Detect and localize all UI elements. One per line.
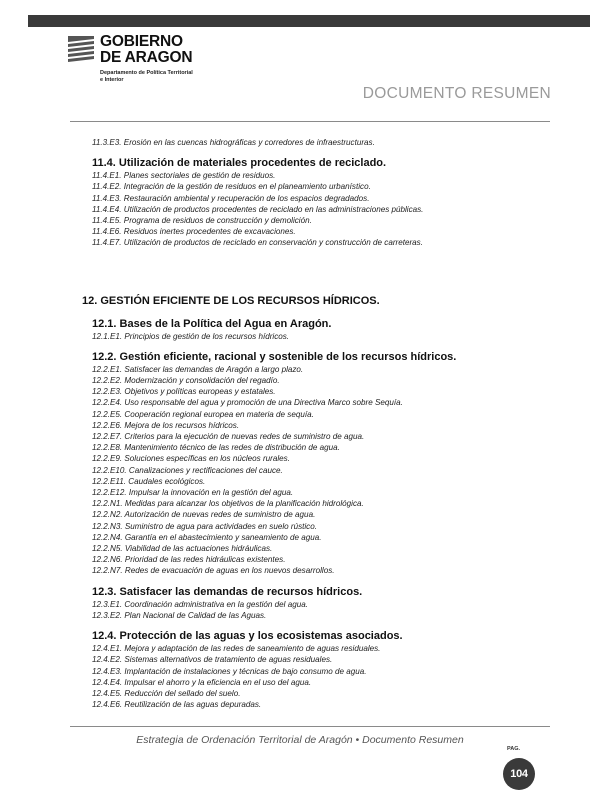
page-number-badge (503, 758, 535, 790)
list-item: 12.2.E10. Canalizaciones y rectificaciones del cauce. (92, 465, 283, 475)
list-item: 12.4.E1. Mejora y adaptación de las redes de saneamiento de aguas residuales. (92, 644, 381, 654)
list-item: 12.1.E1. Principios de gestión de los recursos hídricos. (92, 331, 290, 341)
header-bar (28, 15, 590, 27)
gobierno-aragon-logo (66, 32, 216, 94)
footer-divider (70, 726, 550, 727)
list-item: 12.2.N6. Prioridad de las redes hidráulicas existentes. (92, 555, 286, 565)
list-item: 11.4.E1. Planes sectoriales de gestión de residuos. (92, 171, 276, 181)
section-11-4-list (92, 170, 552, 248)
list-item: 12.3.E2. Plan Nacional de Calidad de las Aguas. (92, 610, 267, 620)
list-item: 12.2.E9. Soluciones específicas en los núcleos rurales. (92, 454, 290, 464)
list-item: 11.4.E2. Integración de la gestión de residuos en el planeamiento urbanístico. (92, 182, 371, 192)
section-12-3-heading: 12.3. Satisfacer las demandas de recursos hídricos. (92, 585, 363, 598)
list-item: 12.4.E3. Implantación de instalaciones y técnicas de bajo consumo de agua. (92, 666, 367, 676)
header-divider (70, 121, 550, 122)
main-content (82, 137, 552, 710)
list-item: 12.2.E12. Impulsar la innovación en la gestión del agua. (92, 488, 294, 498)
footer-text: Estrategia de Ordenación Territorial de Aragón • Documento Resumen (136, 734, 464, 746)
list-item: 12.2.N4. Garantía en el abastecimiento y saneamiento de agua. (92, 532, 322, 542)
page-number: 104 (510, 768, 528, 780)
list-item: 12.4.E2. Sistemas alternativos de tratamiento de aguas residuales. (92, 655, 333, 665)
list-item: 12.2.E7. Criterios para la ejecución de nuevas redes de suministro de agua. (92, 432, 365, 442)
list-item: 12.2.N3. Suministro de agua para actividades en suelo rústico. (92, 521, 317, 531)
section-12-4-heading: 12.4. Protección de las aguas y los ecosistemas asociados. (92, 630, 403, 643)
section-12-1-heading: 12.1. Bases de la Política del Agua en Aragón. (92, 317, 332, 330)
section-11-4-heading: 11.4. Utilización de materiales procedentes de reciclado. (92, 157, 387, 170)
list-item: 12.2.N5. Viabilidad de las actuaciones hidráulicas. (92, 544, 273, 554)
logo-subtitle-2: e Interior (100, 77, 124, 83)
section-12-1-list (92, 331, 552, 342)
section-12-3-list (92, 599, 552, 621)
list-item: 11.4.E6. Residuos inertes procedentes de excavaciones. (92, 227, 296, 237)
list-item: 11.4.E7. Utilización de productos de reciclado en conservación y construcción de carreteras. (92, 238, 423, 248)
list-item: 11.3.E3. Erosión en las cuencas hidrográficas y corredores de infraestructuras. (92, 138, 375, 147)
page-label: PAG. (507, 746, 521, 752)
list-item: 11.4.E5. Programa de residuos de construcción y demolición. (92, 216, 312, 226)
document-title: DOCUMENTO RESUMEN (362, 85, 551, 102)
logo-line-2: DE ARAGON (100, 49, 193, 66)
section-12-2-heading: 12.2. Gestión eficiente, racional y sostenible de los recursos hídricos. (92, 350, 457, 363)
list-item: 12.3.E1. Coordinación administrativa en la gestión del agua. (92, 599, 308, 609)
aragon-emblem-icon (66, 34, 96, 64)
list-item: 12.2.E6. Mejora de los recursos hídricos. (92, 420, 240, 430)
list-item: 12.2.N1. Medidas para alcanzar los objetivos de la planificación hidrológica. (92, 499, 364, 509)
list-item: 12.2.E8. Mantenimiento técnico de las redes de distribución de agua. (92, 443, 340, 453)
list-item: 12.4.E6. Reutilización de las aguas depuradas. (92, 700, 262, 710)
list-item: 12.2.E4. Uso responsable del agua y promoción de una Directiva Marco sobre Sequía. (92, 398, 403, 408)
list-item: 12.2.E11. Caudales ecológicos. (92, 476, 206, 486)
list-item: 12.2.N7. Redes de evacuación de aguas en los nuevos desarrollos. (92, 566, 335, 576)
logo-line-1: GOBIERNO (100, 33, 183, 50)
list-item: 11.4.E3. Restauración ambiental y recuperación de los espacios degradados. (92, 193, 370, 203)
section-12-4-list (92, 643, 552, 710)
list-item: 12.2.E3. Objetivos y políticas europeas y estatales. (92, 387, 276, 397)
section-12-2-list (92, 364, 552, 577)
list-item: 12.2.E5. Cooperación regional europea en materia de sequía. (92, 409, 314, 419)
list-item: 12.2.N2. Autorización de nuevas redes de suministro de agua. (92, 510, 316, 520)
section-12-heading: 12. GESTIÓN EFICIENTE DE LOS RECURSOS HÍDRICOS. (82, 294, 380, 307)
list-item: 11.4.E4. Utilización de productos procedentes de reciclado en las administraciones públicas. (92, 204, 424, 214)
list-item: 12.4.E4. Impulsar el ahorro y la eficiencia en el uso del agua. (92, 677, 312, 687)
list-item: 12.2.E1. Satisfacer las demandas de Aragón a largo plazo. (92, 364, 304, 374)
list-item: 12.2.E2. Modernización y consolidación del regadío. (92, 376, 280, 386)
list-item: 12.4.E5. Reducción del sellado del suelo. (92, 688, 241, 698)
logo-subtitle-1: Departamento de Política Territorial (100, 70, 193, 76)
